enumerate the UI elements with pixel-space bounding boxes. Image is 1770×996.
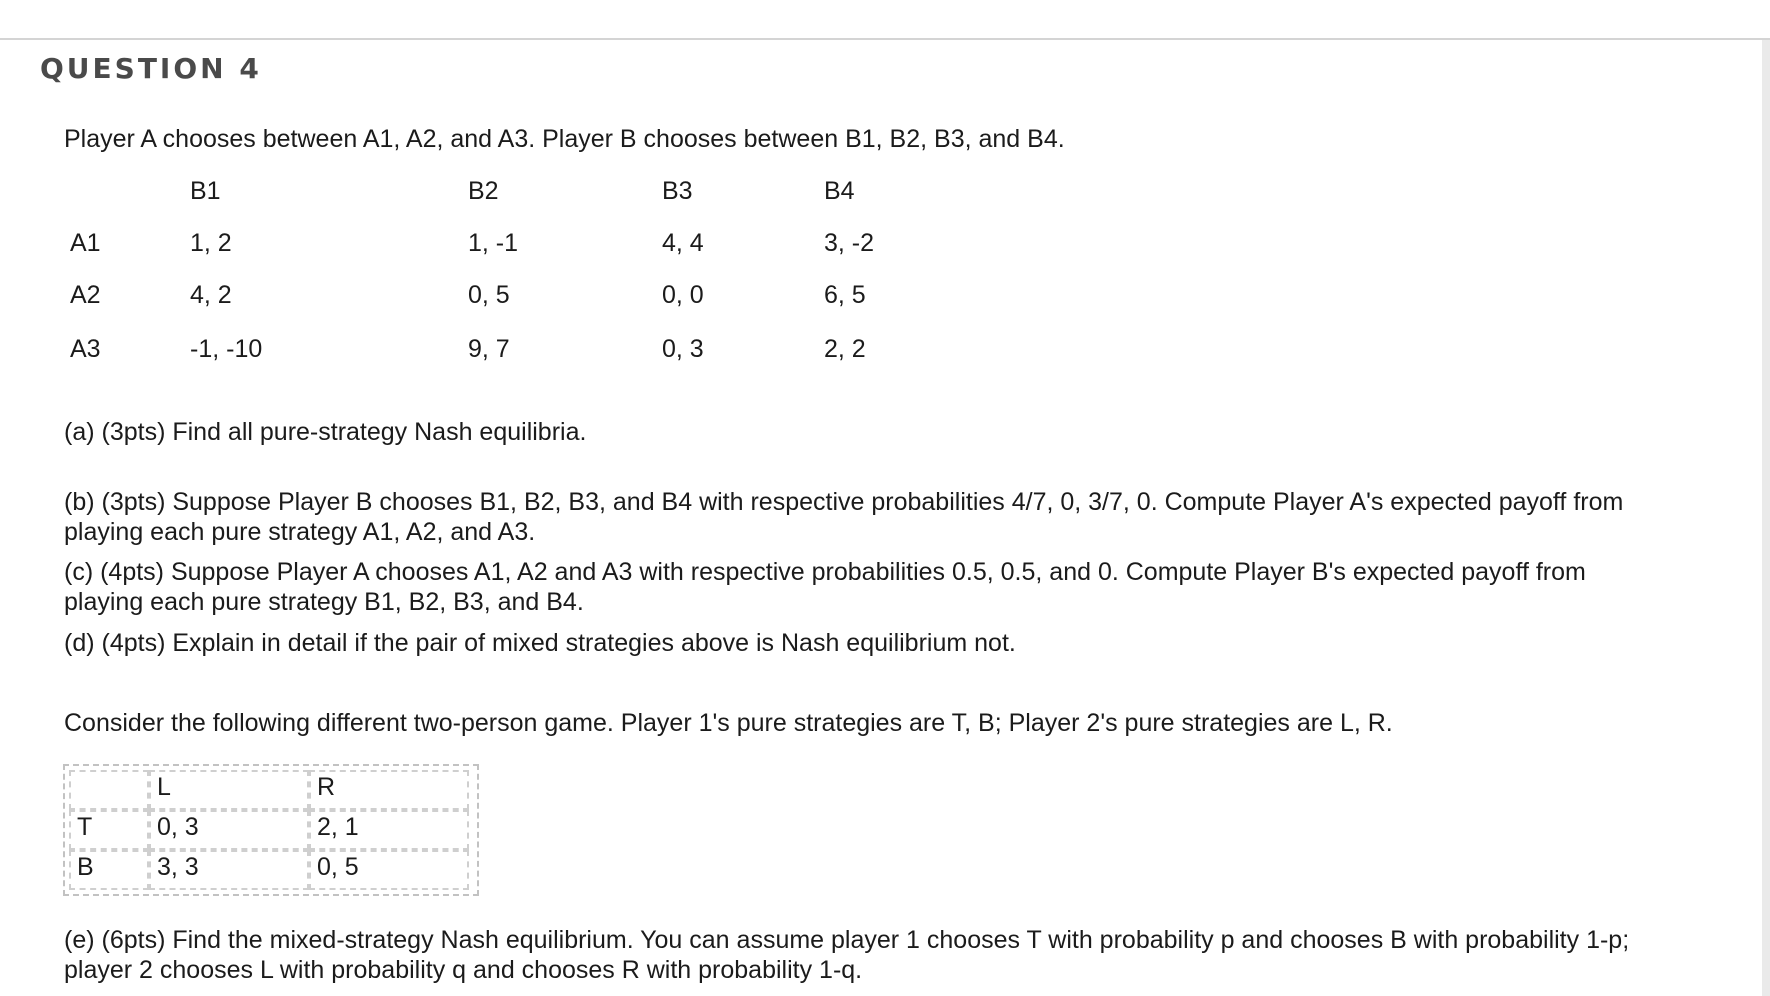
row-label: A1 bbox=[70, 229, 101, 257]
payoff-table-2 bbox=[63, 764, 479, 896]
row-label: A3 bbox=[70, 335, 101, 363]
column-header: B3 bbox=[662, 177, 693, 205]
column-header: L bbox=[149, 770, 309, 810]
top-divider bbox=[0, 38, 1770, 40]
part-c-text-line1: (c) (4pts) Suppose Player A chooses A1, A2 and A3 with respective probabilities 0.5, 0.5, and 0. Compute Player B's expected payoff from bbox=[64, 558, 1586, 586]
payoff-cell: 9, 7 bbox=[468, 335, 510, 363]
part-e-text-line1: (e) (6pts) Find the mixed-strategy Nash equilibrium. You can assume player 1 chooses T with probability p and chooses B with probability 1-p; bbox=[64, 926, 1630, 954]
payoff-cell: 0, 0 bbox=[662, 281, 704, 309]
right-scroll-edge bbox=[1762, 40, 1770, 996]
payoff-cell: 6, 5 bbox=[824, 281, 866, 309]
payoff-cell: 2, 1 bbox=[309, 810, 469, 850]
payoff-cell: 4, 2 bbox=[190, 281, 232, 309]
payoff-cell: -1, -10 bbox=[190, 335, 263, 363]
column-header: B4 bbox=[824, 177, 855, 205]
payoff-cell: 0, 5 bbox=[309, 850, 469, 890]
part-d-text: (d) (4pts) Explain in detail if the pair of mixed strategies above is Nash equilibrium not. bbox=[64, 629, 1016, 657]
payoff-cell: 3, -2 bbox=[824, 229, 875, 257]
payoff-cell: 4, 4 bbox=[662, 229, 704, 257]
part-c-text-line2: playing each pure strategy B1, B2, B3, and B4. bbox=[64, 588, 584, 616]
row-label: A2 bbox=[70, 281, 101, 309]
payoff-cell: 0, 3 bbox=[662, 335, 704, 363]
column-header: B2 bbox=[468, 177, 499, 205]
table-corner-cell bbox=[69, 770, 149, 810]
payoff-cell: 0, 3 bbox=[149, 810, 309, 850]
intro-text: Player A chooses between A1, A2, and A3. Player B chooses between B1, B2, B3, and B4. bbox=[64, 125, 1065, 153]
column-header: R bbox=[309, 770, 469, 810]
payoff-cell: 2, 2 bbox=[824, 335, 866, 363]
part-a-text: (a) (3pts) Find all pure-strategy Nash equilibria. bbox=[64, 418, 587, 446]
question-title: QUESTION 4 bbox=[40, 52, 262, 85]
payoff-cell: 0, 5 bbox=[468, 281, 510, 309]
row-label: B bbox=[69, 850, 149, 890]
payoff-cell: 3, 3 bbox=[149, 850, 309, 890]
part-e-text-line2: player 2 chooses L with probability q and chooses R with probability 1-q. bbox=[64, 956, 863, 984]
row-label: T bbox=[69, 810, 149, 850]
payoff-cell: 1, -1 bbox=[468, 229, 519, 257]
column-header: B1 bbox=[190, 177, 221, 205]
game2-intro-text: Consider the following different two-person game. Player 1's pure strategies are T, B; Player 2's pure strategies are L, R. bbox=[64, 709, 1393, 737]
payoff-cell: 1, 2 bbox=[190, 229, 232, 257]
part-b-text-line1: (b) (3pts) Suppose Player B chooses B1, B2, B3, and B4 with respective probabilities 4/7, 0, 3/7, 0. Compute Player A's expected payoff from bbox=[64, 488, 1624, 516]
part-b-text-line2: playing each pure strategy A1, A2, and A3. bbox=[64, 518, 536, 546]
